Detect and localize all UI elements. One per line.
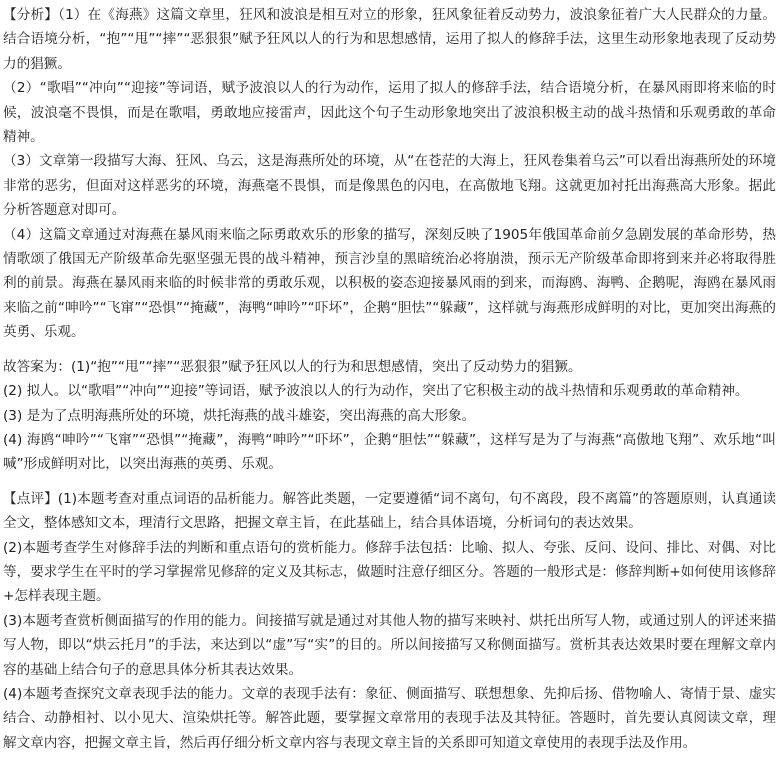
answer-paragraph-3: (3) 是为了点明海燕所处的环境，烘托海燕的战斗雄姿，突出海燕的高大形象。 [3, 407, 476, 424]
analysis-paragraph-4: （4）这篇文章通过对海燕在暴风雨来临之际勇敢欢乐的形象的描写，深刻反映了1905年俄国革命前夕急剧发展的革命形势，热情歌颂了俄国无产阶级革命先驱坚强无畏的战斗精神，预言沙皇的黑暗统治必将崩溃，预示无产阶级革命即将到来并必将取得胜利的前景。海燕在暴风雨来临的时候非常的勇敢乐观，以积极的姿态迎接暴风雨的到来，而海鸥、海鸭、企鹅呢，海鸥在暴风雨来临之前“呻吟”“飞窜”“恐惧”“掩藏”，海鸭“呻吟”“吓坏”，企鹅“胆怯”“躲藏”，这样就与海燕形成鲜明的对比，更加突出海燕的英勇、乐观。 [3, 226, 776, 341]
comment-paragraph-4: (4)本题考查探究文章表现手法的能力。文章的表现手法有：象征、侧面描写、联想想象、先抑后扬、借物喻人、寄情于景、虚实结合、动静相衬、以小见大、渲染烘托等。解答此题，要掌握文章常用的表现手法及其特征。答题时，首先要认真阅读文章，理解文章内容，把握文章主旨，然后再仔细分析文章内容与表现文章主旨的关系即可知道文章使用的表现手法及作用。 [3, 685, 776, 751]
analysis-paragraph-2: （2）“歌唱”“冲向”“迎接”等词语，赋予波浪以人的行为动作，运用了拟人的修辞手法，结合语境分析，在暴风雨即将来临的时候，波浪毫不畏惧，而是在歌唱，勇敢地应接雷声，因此这个句子生动形象地突出了波浪积极主动的战斗热情和乐观勇敢的革命精神。 [3, 80, 776, 146]
analysis-label: 【分析】 [3, 7, 59, 23]
comment-paragraph-2: (2)本题考查学生对修辞手法的判断和重点语句的赏析能力。修辞手法包括：比喻、拟人、夸张、反问、设问、排比、对偶、对比等，要求学生在平时的学习掌握常见修辞的定义及其标志，做题时注意仔细区分。答题的一般形式是：修辞判断+如何使用该修辞+怎样表现主题。 [3, 539, 776, 605]
comment-label: 【点评】 [3, 490, 58, 507]
analysis-section [3, 3, 776, 345]
section-gap [3, 477, 776, 487]
comment-text-1: (1)本题考查对重点词语的品析能力。解答此类题，一定要遵循“词不离句，句不离段，段不离篇”的答题原则，认真通读全文，整体感知文本，理清行文思路，把握文章主旨，在此基础上，结合具体语境，分析词句的表达效果。 [3, 490, 776, 532]
analysis-paragraph-3: （3）文章第一段描写大海、狂风、乌云，这是海燕所处的环境，从“在苍茫的大海上，狂风卷集着乌云”可以看出海燕所处的环境非常的恶劣，但面对这样恶劣的环境，海燕毫不畏惧，而是像黑色的闪电，在高傲地飞翔。这就更加衬托出海燕高大形象。据此分析答题意对即可。 [3, 153, 776, 219]
comment-paragraph-3: (3)本题考查赏析侧面描写的作用的能力。间接描写就是通过对其他人物的描写来映衬、烘托出所写人物，或通过别人的评述来描写人物，即以“烘云托月”的手法，来达到以“虚”写“实”的目的。所以间接描写又称侧面描写。赏析其表达效果时要在理解文章内容的基础上结合句子的意思具体分析其表达效果。 [3, 612, 776, 678]
comment-paragraph-1 [3, 487, 776, 536]
analysis-paragraph-1 [3, 3, 776, 76]
comment-section [3, 487, 776, 755]
answer-section [3, 355, 776, 477]
section-gap [3, 345, 776, 355]
answer-paragraph-1: 故答案为：(1)“抱”“甩”“摔”“恶狠狠”赋予狂风以人的行为和思想感情，突出了反动势力的猖獗。 [3, 358, 582, 375]
answer-paragraph-2: (2) 拟人。以“歌唱”“冲向”“迎接”等词语，赋予波浪以人的行为动作，突出了它积极主动的战斗热情和乐观勇敢的革命精神。 [3, 383, 749, 400]
answer-paragraph-4: (4) 海鸥“呻吟”“飞窜”“恐惧”“掩藏”，海鸭“呻吟”“吓坏”，企鹅“胆怯”“躲藏”，这样写是为了与海燕“高傲地飞翔”、欢乐地“叫喊”形成鲜明对比，以突出海燕的英勇、乐观。 [3, 431, 776, 473]
analysis-text-1: （1）在《海燕》这篇文章里，狂风和波浪是相互对立的形象，狂风象征着反动势力，波浪象征着广大人民群众的力量。结合语境分析，“抱”“甩”“摔”“恶狠狠”赋予狂风以人的行为和思想感情，运用了拟人的修辞手法，这里生动形象地表现了反动势力的猖獗。 [3, 7, 776, 72]
